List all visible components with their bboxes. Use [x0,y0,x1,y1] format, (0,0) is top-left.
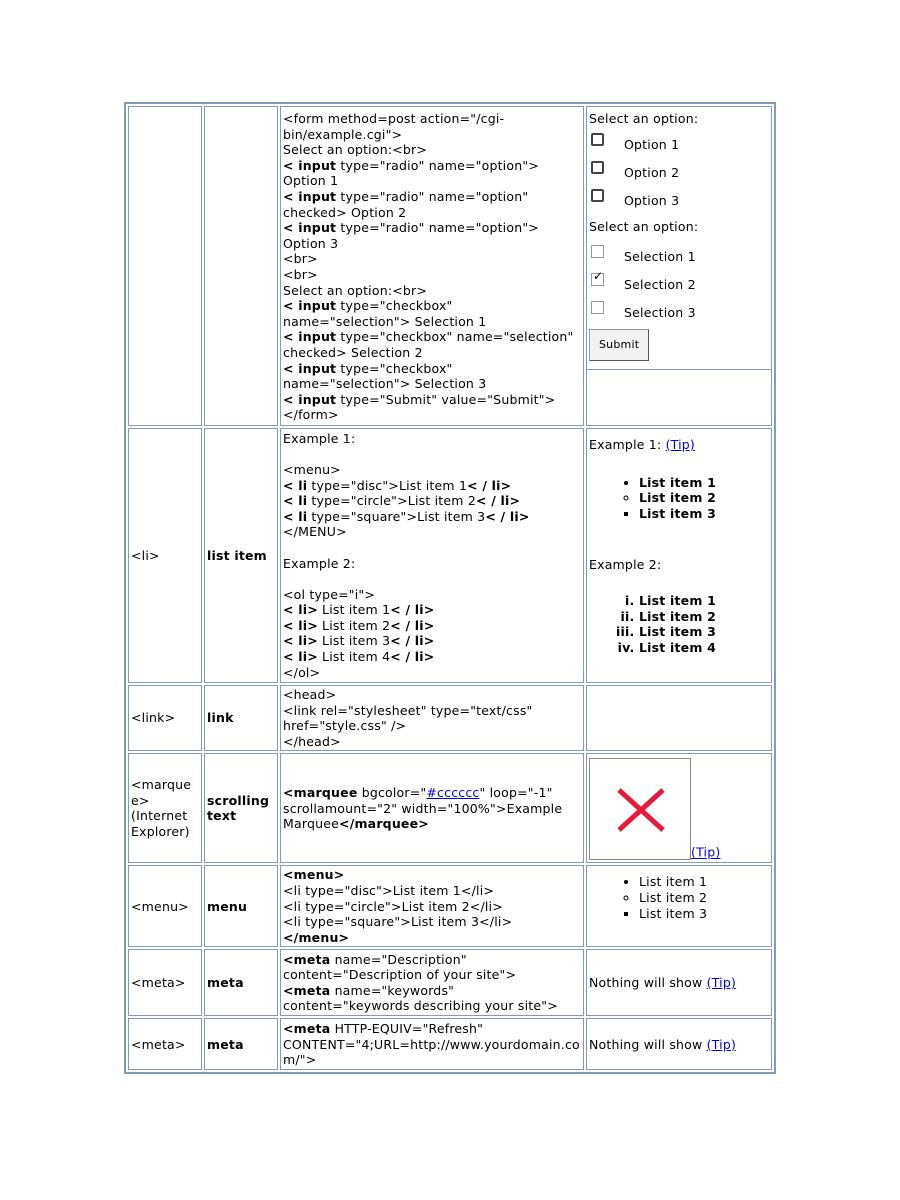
code-line: <ol type="i"> [283,586,376,602]
list-item: ◦ List item 2 [639,890,769,906]
code-cell [280,865,584,947]
code-line: <head> [283,687,337,702]
code-line: <menu> [283,867,345,883]
radio-button[interactable] [591,133,604,146]
example-label: Example 1: (Tip) [589,437,695,452]
checkbox-option[interactable]: ✓ Selection 2 [593,269,696,292]
code-line: Example 2: [283,555,356,571]
radio-option[interactable]: Option 3 [589,187,769,215]
form-demo [587,107,771,370]
radio-button[interactable] [591,189,604,202]
tag-cell: <marquee> (Internet Explorer) [128,753,202,863]
example-label: Example 2: [589,557,662,573]
code-line: < li> List item 1< / li> [283,602,435,618]
check-mark-icon: ✓ [593,269,604,283]
tip-link[interactable]: (Tip) [665,437,695,452]
code-line: Select an option:<br> [283,282,428,298]
code-line: < input type="Submit" value="Submit"> [283,391,556,407]
tag-reference-table [124,102,776,1074]
code-kw: < input [283,188,337,204]
check-heading: Select an option: [589,219,699,234]
code-cell [280,685,584,751]
code-line: Example 1: [283,430,356,446]
code-kw: < input [283,157,337,173]
checkbox[interactable] [591,301,604,314]
list-item: ◦ List item 2 [639,490,769,506]
code-line: <br> [283,251,318,267]
code-line: <br> [283,266,318,282]
name-cell: meta [204,949,278,1016]
code-line: < li type="disc">List item 1< / li> [283,477,512,493]
list-item: ▪ List item 3 [639,906,769,922]
roman-list [589,593,769,655]
demo-cell: Nothing will show (Tip) [586,949,772,1016]
code-line: </head> [283,733,341,749]
tag-cell [128,106,202,426]
tag-cell: <meta> [128,949,202,1016]
submit-button[interactable]: Submit [589,329,649,361]
table-row [128,753,772,863]
tag-cell: <link> [128,685,202,751]
table-row [128,428,772,683]
code-kw: < input [283,298,337,314]
table-row [128,1018,772,1070]
name-cell [204,106,278,426]
checkbox-checked[interactable] [591,269,604,286]
code-kw: < input [283,329,337,345]
code-line: < input type="checkbox" name="selection"> Selection 3 [283,360,487,392]
code-line: <li type="disc">List item 1</li> [283,882,495,898]
tag-cell: <meta> [128,1018,202,1070]
code-cell [280,106,584,426]
table-row [128,949,772,1016]
tag-cell: <li> [128,428,202,683]
list-item: iv. List item 4 [639,640,769,656]
code-line: </MENU> [283,524,347,540]
code-line: <li type="circle">List item 2</li> [283,898,503,914]
code-line: < li type="circle">List item 2< / li> [283,493,521,509]
tip-link[interactable]: (Tip) [706,1036,737,1052]
color-link[interactable]: #cccccc [426,784,480,800]
code-cell [280,428,584,683]
radio-button[interactable] [591,161,604,174]
broken-image [589,758,691,860]
code-line: </form> [283,407,339,423]
list-item: ii. List item 2 [639,609,769,625]
code-line: < input type="radio" name="option" checked> Option 2 [283,188,529,220]
code-kw: < input [283,360,337,376]
code-line: </ol> [283,664,321,680]
code-cell: <meta name="Description" content="Description of your site"> <meta name="keywords" content="keywords describing your site"> [280,949,584,1016]
code-line: < input type="checkbox" name="selection"> Selection 1 [283,298,487,329]
code-cell: <meta HTTP-EQUIV="Refresh" CONTENT="4;URL=http://www.yourdomain.com/"> [280,1018,584,1070]
demo-cell [586,685,772,751]
code-line: <link rel="stylesheet" type="text/css" href="style.css" /> [283,702,533,734]
code-line: < input type="checkbox" name="selection" checked> Selection 2 [283,329,574,360]
code-line: < li> List item 2< / li> [283,617,435,633]
name-cell: link [204,685,278,751]
table-row [128,865,772,947]
checkbox[interactable] [591,245,604,258]
bullet-list [589,475,769,522]
list-item: ▪ List item 3 [639,506,769,522]
list-item: • List item 1 [639,874,769,890]
x-icon [616,787,666,833]
radio-heading: Select an option: [589,111,699,126]
list-item: iii. List item 3 [639,624,769,640]
code-line: <form method=post action="/cgi-bin/example.cgi"> [283,111,505,142]
code-line: </menu> [283,929,350,945]
code-line: < li type="square">List item 3< / li> [283,508,530,524]
code-kw: < input [283,220,337,236]
radio-option[interactable]: Option 1 [589,131,769,159]
name-cell: list item [204,428,278,683]
checkbox-option[interactable]: Selection 1 [589,243,769,271]
menu-list [589,874,769,921]
tag-cell: <menu> [128,865,202,947]
tip-link[interactable]: (Tip) [706,975,737,991]
checkbox-option[interactable]: Selection 3 [589,299,769,327]
code-kw: < input [283,391,337,407]
code-line: < input type="radio" name="option"> Option 3 [283,220,539,251]
demo-cell: Nothing will show (Tip) [586,1018,772,1070]
table-row [128,106,772,426]
code-line: < input type="radio" name="option"> Option 1 [283,157,539,189]
name-cell: meta [204,1018,278,1070]
name-cell: scrolling text [204,753,278,863]
code-line: <menu> [283,461,341,477]
code-line: < li> List item 4< / li> [283,649,435,665]
demo-cell [586,428,772,683]
code-cell: <marquee bgcolor="#cccccc" loop="-1" scrollamount="2" width="100%">Example Marquee</marquee> [280,753,584,863]
list-item: i. List item 1 [639,593,769,609]
demo-cell [586,753,772,863]
list-item: • List item 1 [639,475,769,491]
code-line: Select an option:<br> [283,142,428,158]
radio-option[interactable]: Option 2 [589,159,769,187]
demo-cell [586,865,772,947]
code-line: < li> List item 3< / li> [283,633,435,649]
tip-link[interactable]: (Tip) [691,844,721,860]
code-line: <li type="square">List item 3</li> [283,914,513,930]
name-cell: menu [204,865,278,947]
table-row [128,685,772,751]
demo-cell [586,106,772,426]
